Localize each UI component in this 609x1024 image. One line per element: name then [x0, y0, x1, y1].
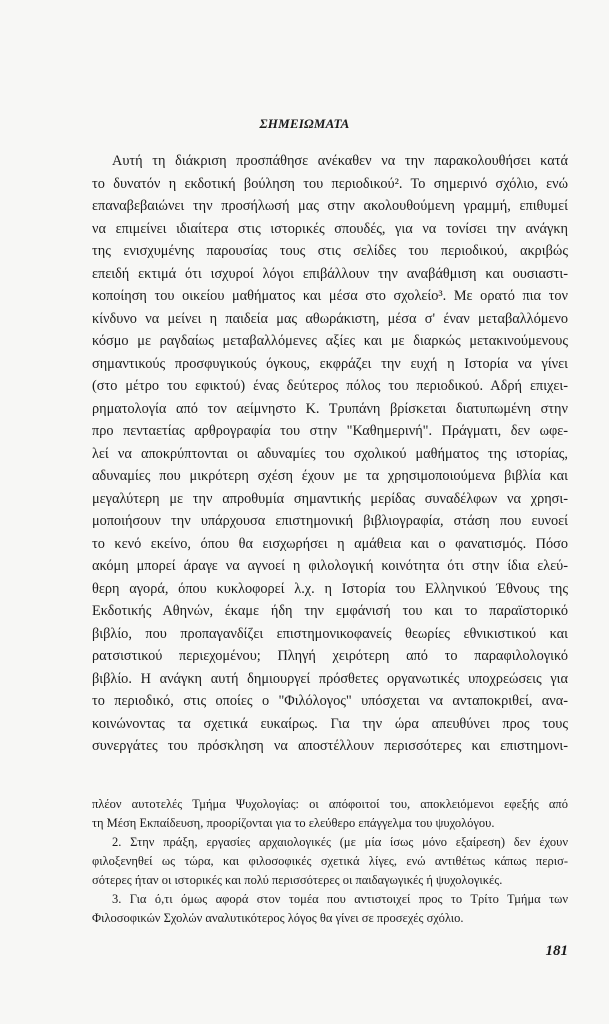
- footnote-2-line: 2. Στην πράξη, εργασίες αρχαιολογικές (με μία ίσως μόνο εξαίρεση) δεν έχουν: [112, 835, 568, 849]
- footnotes: [92, 795, 568, 928]
- text-line: κοποίηση του οικείου μαθήματος και μέσα στο σχολείο³. Με ορατό πια τον: [92, 288, 568, 304]
- page-title: ΣΗΜΕΙΩΜΑΤΑ: [259, 116, 350, 131]
- footnote-line: τη Μέση Εκπαίδευση, προορίζονται για το ελεύθερο επάγγελμα του ψυχολόγου.: [92, 816, 495, 830]
- text-line: βιβλίο, που προπαγανδίζει επιστημονικοφανείς θεωρίες εθνικιστικού και: [92, 625, 568, 642]
- text-line: (στο μέτρο του εφικτού) ένας δεύτερος πόλος του περιοδικού. Αδρή επιχει-: [92, 378, 568, 394]
- text-line: της ενισχυμένης παρουσίας τους στις σελίδες του περιοδικού, ακριβώς: [92, 243, 568, 259]
- text-line: αδυναμίες που μικρότερη σχέση έχουν με τα χρησιμοποιούμενα βιβλία και: [92, 468, 568, 484]
- text-line: ρηματολογία από τον αείμνηστο Κ. Τρυπάνη βρίσκεται διατυπωμένη στην: [92, 400, 568, 417]
- text-line: να επιμείνει ιδιαίτερα στις ιστορικές σπουδές, για να τονίσει την ανάγκη: [92, 220, 568, 237]
- text-line: μοποιήσουν την υπάρχουσα επιστημονική βιβλιογραφία, στάση που ευνοεί: [92, 513, 568, 529]
- text-line: το δυνατόν η εκδοτική βούληση του περιοδικού². Το σημερινό σχόλιο, ενώ: [92, 175, 568, 192]
- text-line: Εκδοτικής Αθηνών, έκαμε ήδη την εμφάνισή του και το παραϊστορικό: [92, 603, 568, 619]
- text-line: βιβλίο. Η ανάγκη αυτή δημιουργεί πρόσθετες οργανωτικές υποχρεώσεις για: [92, 670, 568, 687]
- footnote-2-line: φιλοξενηθεί ως τώρα, και φιλοσοφικές σχετικά λίγες, ενώ αντιθέτως κάπως περισ-: [92, 854, 568, 868]
- text-line: ρατσιστικού περιεχομένου; Πληγή χειρότερη από το παραφιλολογικό: [92, 648, 568, 664]
- text-line: κόσμο με ραγδαίως μεταβαλλόμενες αξίες και με διαρκώς μετακινούμενους: [92, 333, 568, 349]
- page-number: 181: [545, 943, 568, 959]
- text-line: κοινώνοντας τα σχετικά ευκαίρως. Για την ώρα απευθύνει προς τους: [92, 715, 568, 732]
- text-line: επειδή εκτιμά ότι ισχυροί λόγοι επιβάλλουν την αναβάθμιση και ουσιαστι-: [92, 265, 568, 282]
- text-line: ακόμη μπορεί άραγε να αγνοεί η φιλολογική κοινότητα ότι στην ίδια ελεύ-: [92, 558, 568, 574]
- text-line: συνεργάτες του πρόσκληση να αποστέλλουν περισσότερες και επιστημονι-: [92, 738, 568, 754]
- text-line: Αυτή τη διάκριση προσπάθησε ανέκαθεν να την παρακολουθήσει κατά: [112, 153, 568, 169]
- text-line: σημαντικούς προσφυγικούς όγκους, εκφράζει την ευχή η Ιστορία να γίνει: [92, 355, 568, 372]
- text-line: το περιοδικό, στις οποίες ο "Φιλόλογος" υπόσχεται να ανταποκριθεί, ανα-: [92, 693, 568, 709]
- text-line: επαναβεβαιώνει την προσήλωσή μας στην ακολουθούμενη γραμμή, επιθυμεί: [92, 198, 568, 214]
- footnote-2-line: σότερες ήταν οι ιστορικές και πολύ περισσότερες οι παιδαγωγικές ή ψυχολογικές.: [92, 873, 503, 887]
- text-line: λεί να αποκρύπτονται οι αδυναμίες του σχολικού μαθήματος της ιστορίας,: [92, 445, 568, 462]
- footnote-line: πλέον αυτοτελές Τμήμα Ψυχολογίας: οι απόφοιτοί του, αποκλειόμενοι εφεξής από: [92, 797, 568, 811]
- text-line: προ πενταετίας αρθρογραφία του στην "Καθημερινή". Πράγματι, δεν ωφε-: [92, 423, 568, 439]
- footnote-3-line: 3. Για ό,τι όμως αφορά στον τομέα που αντιστοιχεί προς το Τρίτο Τμήμα των: [112, 892, 568, 906]
- text-line: το κενό εκείνο, όπου θα εισχωρήσει η αμάθεια και ο φανατισμός. Πόσο: [92, 535, 568, 552]
- footnote-3-line: Φιλοσοφικών Σχολών αναλυτικότερος λόγος θα γίνει σε προσεχές σχόλιο.: [92, 911, 464, 925]
- text-line: κίνδυνο να μείνει η παιδεία μας αθωράκιστη, μέσα σ' έναν μεταβαλλόμενο: [92, 310, 568, 327]
- main-text-block: [92, 150, 568, 758]
- text-line: μεγαλύτερη με την απροθυμία σημαντικής μερίδας συναδέλφων να χρησι-: [92, 490, 568, 507]
- text-line: θερη αγορά, όπου κυκλοφορεί λ.χ. η Ιστορία του Ελληνικού Έθνους της: [92, 580, 568, 597]
